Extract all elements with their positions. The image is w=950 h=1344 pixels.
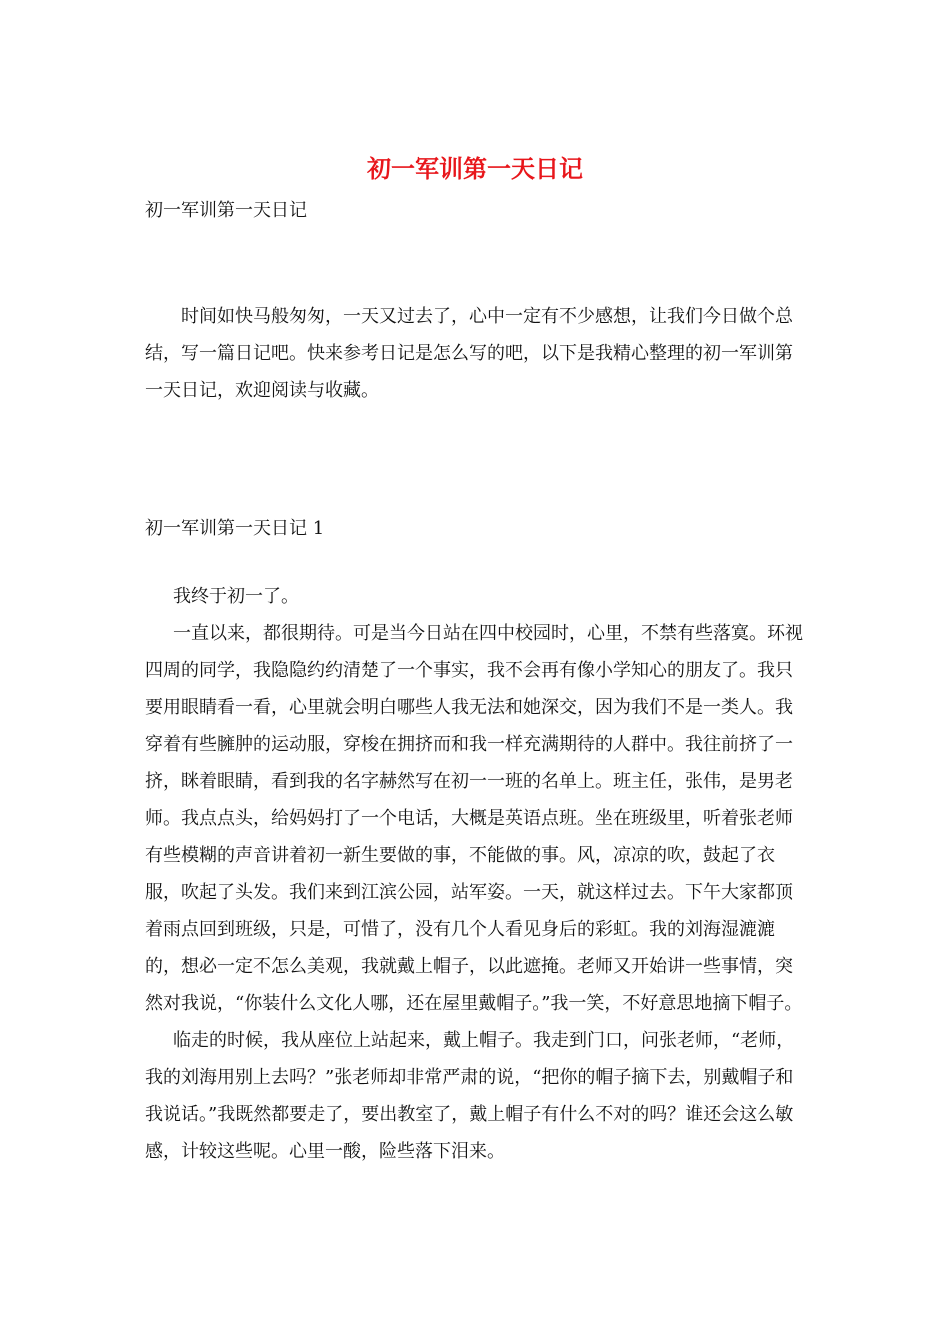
intro-paragraph: 时间如快马般匆匆，一天又过去了，心中一定有不少感想，让我们今日做个总结，写一篇日记吧。快来参考日记是怎么写的吧，以下是我精心整理的初一军训第一天日记，欢迎阅读与收藏。	[145, 306, 793, 401]
body-paragraph: 我终于初一了。	[173, 586, 299, 607]
body-paragraph: 一直以来，都很期待。可是当今日站在四中校园时，心里，不禁有些落寞。环视四周的同学，我隐隐约约清楚了一个事实，我不会再有像小学知心的朋友了。我只要用眼睛看一看，心里就会明白哪些人我无法和她深交，因为我们不是一类人。我穿着有些臃肿的运动服，穿梭在拥挤而和我一样充满期待的人群中。我往前挤了一挤，眯着眼睛，看到我的名字赫然写在初一一班的名单上。班主任，张伟，是男老师。我点点头，给妈妈打了一个电话，大概是英语点班。坐在班级里，听着张老师有些模糊的声音讲着初一新生要做的事，不能做的事。风，凉凉的吹，鼓起了衣服，吹起了头发。我们来到江滨公园，站军姿。一天，就这样过去。下午大家都顶着雨点回到班级，只是，可惜了，没有几个人看见身后的彩虹。我的刘海湿漉漉的，想必一定不怎么美观，我就戴上帽子，以此遮掩。老师又开始讲一些事情，突然对我说，“你装什么文化人哪，还在屋里戴帽子。”我一笑，不好意思地摘下帽子。	[145, 623, 803, 1014]
document-title: 初一军训第一天日记	[367, 154, 583, 183]
body-paragraph: 临走的时候，我从座位上站起来，戴上帽子。我走到门口，问张老师，“老师，我的刘海用别上去吗？”张老师却非常严肃的说，“把你的帽子摘下去，别戴帽子和我说话。”我既然都要走了，要出教室了，戴上帽子有什么不对的吗？谁还会这么敏感，计较这些呢。心里一酸，险些落下泪来。	[145, 1030, 795, 1162]
diary-body	[145, 578, 810, 1170]
document-subtitle: 初一军训第一天日记	[145, 200, 307, 221]
section-heading: 初一军训第一天日记 1	[145, 518, 325, 539]
